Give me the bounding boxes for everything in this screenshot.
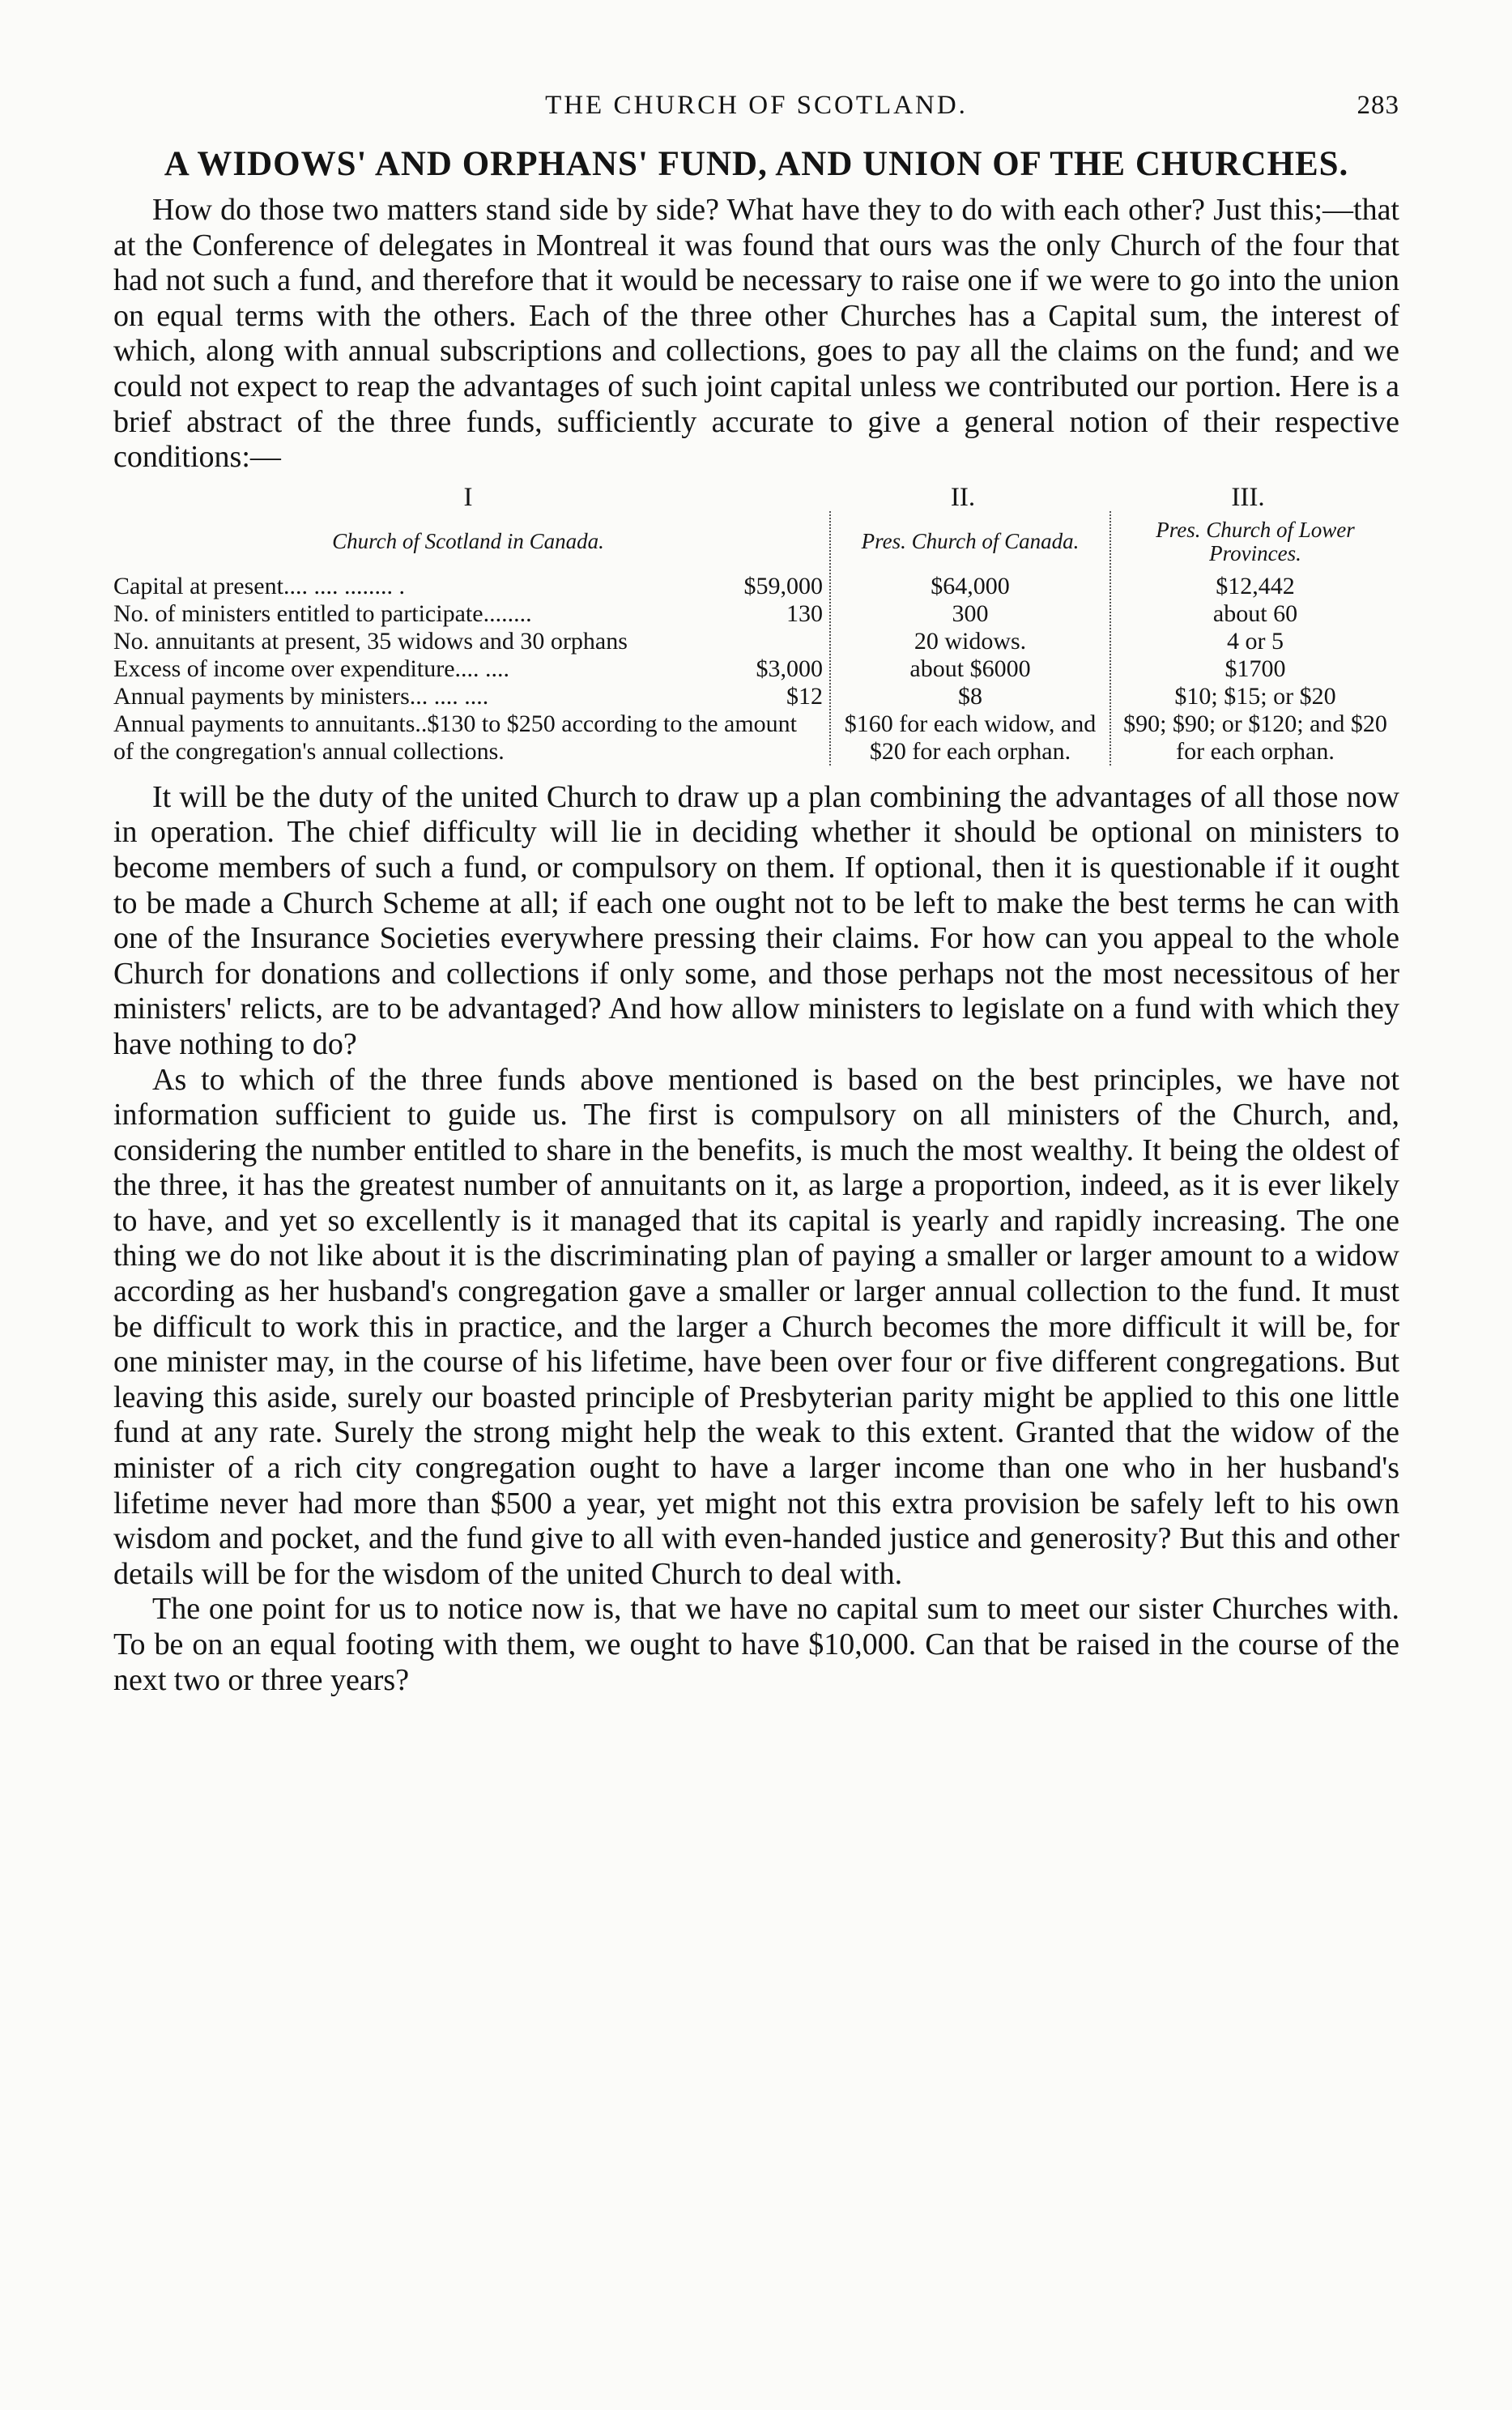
table-cell: about 60 [1212,599,1298,627]
column-header-3: Pres. Church of Lower Provinces. [1156,517,1355,565]
column-number-1: I [463,482,473,512]
table-cell: $90; $90; or $120; and $20 for each orphan. [1123,710,1387,765]
row-value-col1: $59,000 [743,572,823,599]
paragraph-3: As to which of the three funds above mentioned is based on the best principles, we have not information sufficient to guide us. The first is compulsory on all ministers of the Church, and, considering the number entitled to share in the benefits, is much the most wealthy. It being the oldest of the three, it has the greatest number of annuitants on it, as large a proportion, indeed, as it is ever likely to have, and yet so excellently is it managed that its capital is yearly and rapidly increasing. The one thing we do not like about it is the discriminating plan of paying a smaller or larger amount to a widow according as her husband's congregation gave a smaller or larger annual collection to the fund. It must be difficult to work this in practice, and the larger a Church becomes the more difficult it will be, for one minister may, in the course of his lifetime, have been over four or five different congregations. But leaving this aside, surely our boasted principle of Presbyterian parity might be applied to this one little fund at any rate. Surely the strong might help the weak to this extent. Granted that the widow of the minister of a rich city congregation ought to have a larger income than one who in her husband's lifetime never had more than $500 a year, yet might not this extra provision be safely left to his own wisdom and pocket, and the fund give to all with even-handed justice and generosity? But this and other details will be for the wisdom of the united Church to deal with. [113,1062,1399,1591]
row-label: No. annuitants at present, 35 widows and 30 orphans [113,627,628,655]
page [113,91,1399,1698]
leader-dots: ........ [483,599,532,627]
leader-dots: .... .... [454,655,510,682]
table-column-2 [829,511,1110,766]
table-row-annual-payments-to-annuitants: Annual payments to annuitants..$130 to $250 according to the amount of the congregation's annual collections. [113,710,798,765]
table-cell: 300 [952,599,989,627]
running-head [113,91,1399,139]
table-body [113,511,1399,766]
article-title: A WIDOWS' AND ORPHANS' FUND, AND UNION OF THE CHURCHES. [164,145,1349,183]
table-row [113,628,823,655]
table-cell: $1700 [1225,655,1286,682]
table-column-3 [1110,511,1399,766]
table-row [113,600,823,628]
paragraph-4: The one point for us to notice now is, that we have no capital sum to meet our sister Churches with. To be on an equal footing with them, we ought to have $10,000. Can that be raised in the course of the next two or three years? [113,1592,1399,1697]
row-label: No. of ministers entitled to participate [113,599,483,627]
table-cell: about $6000 [909,655,1031,682]
column-header-2: Pres. Church of Canada. [861,529,1080,554]
page-number: 283 [1357,91,1399,120]
row-value-col1: $12 [786,682,823,710]
column-number-3: III. [1231,482,1265,512]
row-value-col1: $3,000 [756,655,823,682]
table-column-1 [113,511,829,766]
row-label: Annual payments by ministers [113,682,410,710]
table-row [113,655,823,683]
table-cell: $12,442 [1216,572,1295,599]
column-number-2: II. [950,482,976,512]
table-row [113,683,823,710]
table-cell: $8 [958,682,982,710]
table-cell: $160 for each widow, and $20 for each orphan. [844,710,1097,765]
fund-table [113,484,1399,766]
table-cell: $64,000 [931,572,1010,599]
column-header-1: Church of Scotland in Canada. [332,529,604,554]
table-row [113,573,823,600]
table-cell: $10; $15; or $20 [1174,682,1336,710]
paragraph-2: It will be the duty of the united Church to draw up a plan combining the advantages of all those now in operation. The chief difficulty will lie in deciding whether it should be optional on ministers to become members of such a fund, or compulsory on them. If optional, then it is questionable if it ought to be made a Church Scheme at all; if each one ought not to be left to make the best terms he can with one of the Insurance Societies everywhere pressing their claims. For how can you appeal to the whole Church for donations and collections if only some, and those perhaps not the most necessitous of her ministers' relicts, are to be advantaged? And how allow ministers to legislate on a fund with which they have nothing to do? [113,779,1399,1061]
paragraph-1: How do those two matters stand side by side? What have they to do with each other? Just this;—that at the Conference of delegates in Montreal it was found that ours was the only Church of the four that had not such a fund, and therefore that it would be necessary to raise one if we were to go into the union on equal terms with the others. Each of the three other Churches has a Capital sum, the interest of which, along with annual subscriptions and collections, goes to pay all the claims on the fund; and we could not expect to reap the advantages of such joint capital unless we contributed our portion. Here is a brief abstract of the three funds, sufficiently accurate to give a general notion of their respective conditions:— [113,193,1399,475]
row-label: Excess of income over expenditure [113,655,455,682]
leader-dots: ... .... .... [409,682,489,710]
running-title: THE CHURCH OF SCOTLAND. [545,91,968,120]
table-cell: 20 widows. [914,627,1027,655]
leader-dots: .... .... ........ . [283,572,405,599]
row-label: Capital at present [113,572,283,599]
row-value-col1: 130 [786,599,823,627]
table-cell: 4 or 5 [1227,627,1284,655]
table-column-numbers [113,484,1399,511]
